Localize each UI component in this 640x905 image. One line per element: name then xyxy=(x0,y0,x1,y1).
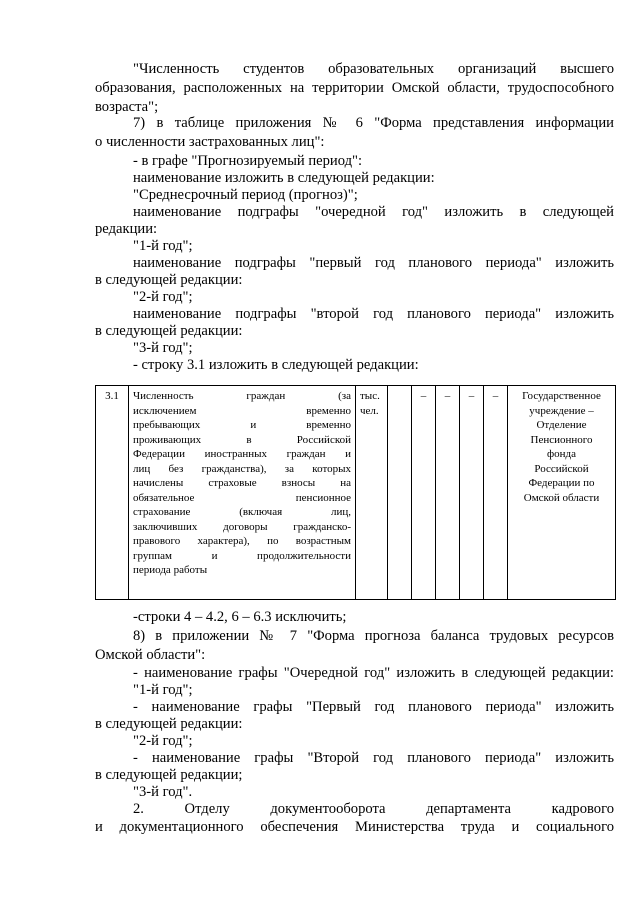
indicator-name-cell xyxy=(129,386,356,600)
cell-line: проживающих в Российской xyxy=(133,433,351,446)
table-row-3-1 xyxy=(95,385,616,600)
value-cell: – xyxy=(484,386,508,600)
text-line: возраста"; xyxy=(95,99,159,115)
text-line: наименование подграфы "первый год планового периода" изложить xyxy=(133,255,614,271)
text-line: "3-й год"; xyxy=(133,340,193,356)
value-cell xyxy=(388,386,412,600)
text-line: "1-й год"; xyxy=(133,238,193,254)
cell-line: Государственное xyxy=(522,390,601,402)
responsible-org-cell xyxy=(508,386,616,600)
text-line: и документационного обеспечения Министерства труда и социального xyxy=(95,819,614,835)
text-line: 2. Отделу документооборота департамента кадрового xyxy=(133,801,614,817)
cell-line: Пенсионного xyxy=(530,433,593,446)
text-line: - строку 3.1 изложить в следующей редакции: xyxy=(133,357,419,373)
cell-line: Отделение xyxy=(536,419,587,431)
text-line: 8) в приложении № 7 "Форма прогноза баланса трудовых ресурсов xyxy=(133,628,614,644)
text-line: "2-й год"; xyxy=(133,289,193,305)
text-line: - наименование графы "Второй год планового периода" изложить xyxy=(133,750,614,766)
text-line: "2-й год"; xyxy=(133,733,193,749)
cell-line: периода работы xyxy=(133,564,208,576)
text-line: о численности застрахованных лиц": xyxy=(95,134,325,150)
text-line: в следующей редакции: xyxy=(95,716,243,732)
text-line: 7) в таблице приложения № 6 "Форма представления информации xyxy=(133,115,614,131)
text-line: - в графе "Прогнозируемый период": xyxy=(133,153,363,169)
cell-line: Омской области xyxy=(523,491,600,504)
text-line: в следующей редакции: xyxy=(95,272,243,288)
cell-line: исключением временно xyxy=(133,404,351,417)
text-line: наименование подграфы "очередной год" изложить в следующей xyxy=(133,204,614,220)
value-cell: – xyxy=(460,386,484,600)
text-line: в следующей редакции; xyxy=(95,767,243,783)
value-cell: – xyxy=(436,386,460,600)
text-line: - наименование графы "Первый год планового периода" изложить xyxy=(133,699,614,715)
text-line: наименование изложить в следующей редакции: xyxy=(133,170,435,186)
unit-cell xyxy=(356,386,388,600)
table-row xyxy=(96,386,616,600)
text-line: "1-й год"; xyxy=(133,682,193,698)
text-line: Омской области": xyxy=(95,647,206,663)
text-line: "Численность студентов образовательных организаций высшего xyxy=(133,61,614,77)
text-line: образования, расположенных на территории Омской области, трудоспособного xyxy=(95,80,614,96)
cell-line: учреждение – xyxy=(529,404,594,417)
text-line: "Среднесрочный период (прогноз)"; xyxy=(133,187,358,203)
cell-line: правового характера), по возрастным xyxy=(133,535,351,547)
cell-line: Российской xyxy=(534,462,589,475)
text-line: - наименование графы "Очередной год" изложить в следующей редакции: xyxy=(133,665,614,681)
text-line: в следующей редакции: xyxy=(95,323,243,339)
cell-line: лиц без гражданства), за которых xyxy=(133,462,351,475)
cell-line: тыс. xyxy=(360,390,380,402)
cell-line: чел. xyxy=(360,404,379,417)
text-line: -строки 4 – 4.2, 6 – 6.3 исключить; xyxy=(133,609,347,625)
row-number-cell: 3.1 xyxy=(96,386,129,600)
cell-line: начислены страховые взносы на xyxy=(133,477,351,489)
cell-line: Федерации иностранных граждан и xyxy=(133,448,351,460)
cell-line: страхование (включая лиц, xyxy=(133,506,351,518)
text-line: наименование подграфы "второй год планового периода" изложить xyxy=(133,306,614,322)
value-cell: – xyxy=(412,386,436,600)
text-line: "3-й год". xyxy=(133,784,193,800)
cell-line: фонда xyxy=(547,448,576,460)
cell-line: группам и продолжительности xyxy=(133,549,351,562)
cell-line: Численность граждан (за xyxy=(133,390,351,402)
cell-line: пребывающих и временно xyxy=(133,419,351,431)
cell-line: Федерации по xyxy=(528,477,595,489)
cell-line: обязательное пенсионное xyxy=(133,491,351,504)
text-line: редакции: xyxy=(95,221,158,237)
cell-line: заключивших договоры гражданско- xyxy=(133,520,351,533)
